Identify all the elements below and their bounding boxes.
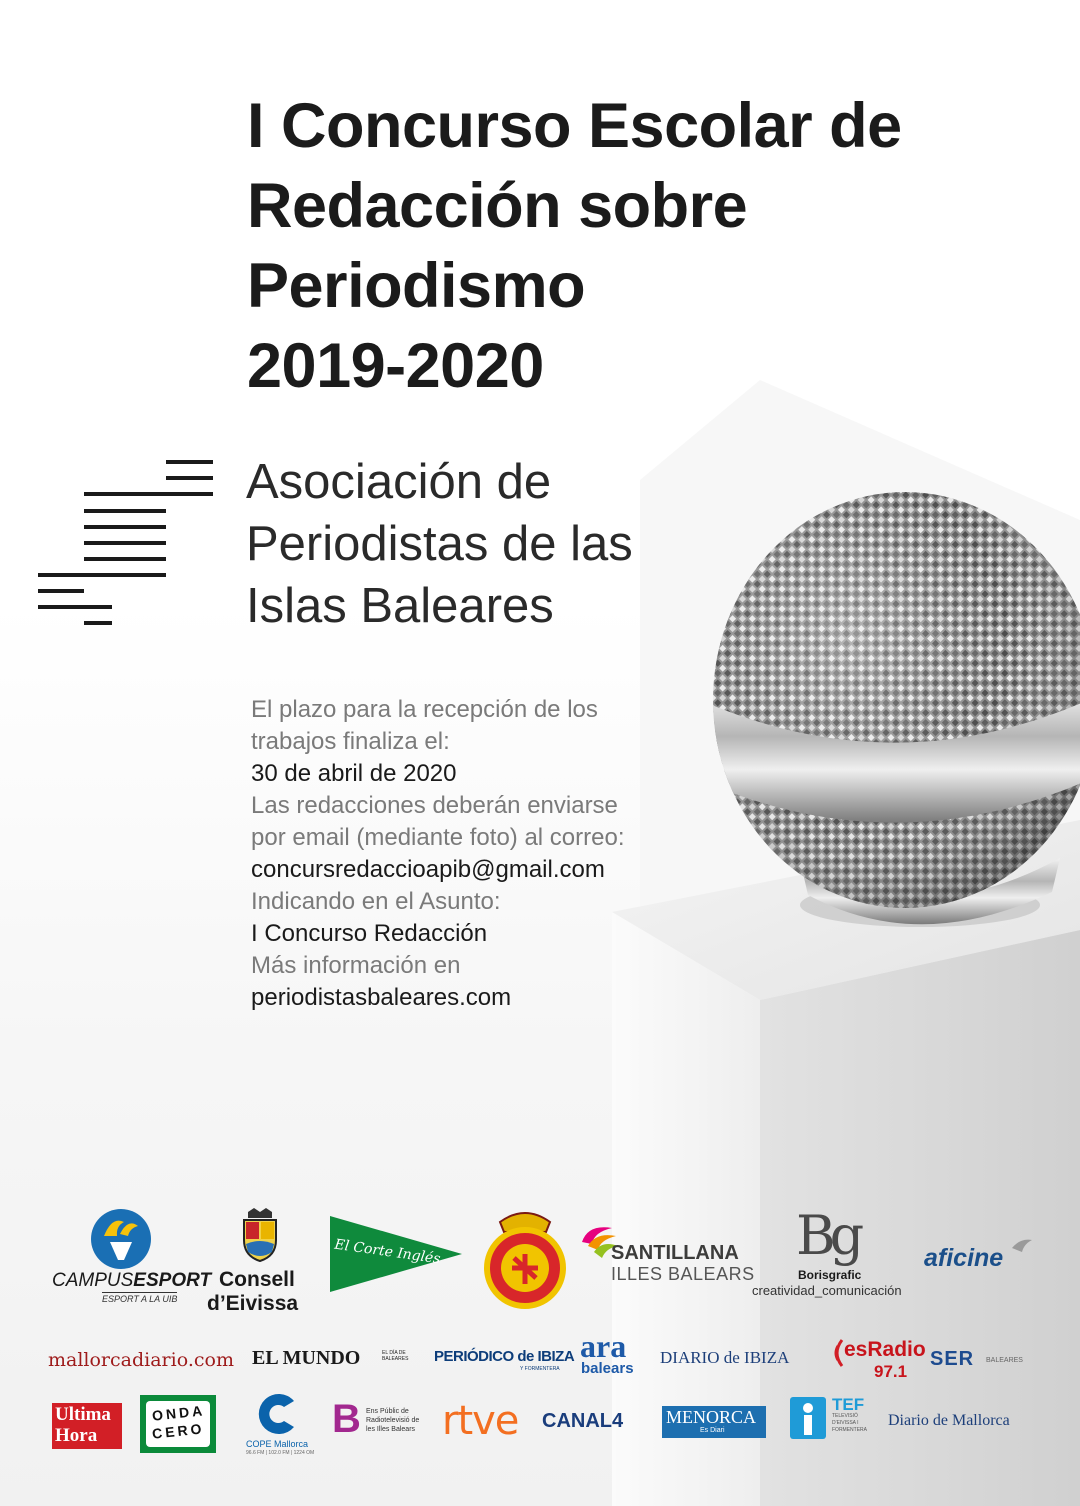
campus-name-bold: ESPORT bbox=[133, 1270, 212, 1291]
lines-logo-icon bbox=[30, 455, 220, 630]
ib3-text-1: Ens Públic de bbox=[366, 1408, 409, 1415]
ara-sub: balears bbox=[581, 1360, 634, 1377]
tef-sub-1: TELEVISIÓ bbox=[832, 1413, 858, 1419]
cope-mallorca-logo bbox=[240, 1391, 318, 1459]
info-line-4: Las redacciones deberán enviarse bbox=[251, 792, 618, 819]
santillana-logo bbox=[578, 1222, 755, 1286]
esradio-logo bbox=[830, 1334, 926, 1384]
santillana-line-2: ILLES BALEARS bbox=[611, 1264, 755, 1284]
ib3-text-2: Radiotelevisió de bbox=[366, 1417, 420, 1424]
borisgrafic-logo bbox=[752, 1204, 912, 1300]
contest-info bbox=[251, 694, 625, 1014]
info-line-9: Más información en bbox=[251, 952, 461, 979]
tef-sub-2: D'EIVISSA I bbox=[832, 1420, 859, 1426]
menorca-logo bbox=[662, 1406, 766, 1438]
rtve-logo: rtve bbox=[442, 1398, 519, 1444]
ib3-logo bbox=[332, 1397, 432, 1447]
association-line-1: Asociación de bbox=[246, 455, 552, 509]
info-line-2: trabajos finaliza el: bbox=[251, 728, 450, 755]
esradio-name: esRadio bbox=[844, 1338, 926, 1361]
radio-waves-icon bbox=[830, 1338, 844, 1368]
esradio-freq: 97.1 bbox=[874, 1362, 908, 1381]
onda-cero-logo bbox=[140, 1395, 216, 1453]
cope-name: COPE Mallorca bbox=[246, 1439, 309, 1449]
campus-sub: ESPORT A LA UIB bbox=[102, 1294, 178, 1304]
el-mundo-sub: EL DÍA DE BALEARES bbox=[382, 1350, 409, 1362]
consell-line-2: d’Eivissa bbox=[207, 1292, 299, 1315]
ib3-mark: B bbox=[332, 1397, 361, 1441]
tef-figure-icon bbox=[790, 1397, 826, 1439]
mallorcadiario-logo: mallorcadiario.com bbox=[48, 1349, 234, 1371]
ultima-hora-line-1: Ultima bbox=[55, 1404, 111, 1425]
onda-cero-line-2: CERO bbox=[151, 1420, 206, 1442]
canal4-logo: CANAL4 bbox=[542, 1410, 624, 1432]
email-subject: I Concurso Redacción bbox=[251, 920, 488, 947]
cope-c-icon bbox=[254, 1391, 300, 1437]
info-line-7: Indicando en el Asunto: bbox=[251, 888, 501, 915]
diario-mallorca-logo: Diario de Mallorca bbox=[888, 1412, 1010, 1429]
ultima-hora-line-2: Hora bbox=[55, 1425, 98, 1446]
ara-balears-logo bbox=[578, 1328, 648, 1380]
diario-ibiza-logo: DIARIO de IBIZA bbox=[660, 1348, 790, 1367]
deadline-date: 30 de abril de 2020 bbox=[251, 760, 457, 787]
santillana-line-1: SANTILLANA bbox=[611, 1242, 739, 1264]
onda-cero-line-1: ONDA bbox=[151, 1402, 206, 1424]
campus-name: CAMPUS bbox=[52, 1270, 134, 1291]
campus-torch-icon bbox=[90, 1208, 152, 1270]
ser-baleares-logo bbox=[930, 1348, 1030, 1372]
association-name bbox=[246, 451, 633, 637]
tef-sub-3: FORMENTERA bbox=[832, 1427, 867, 1433]
ser-name: SER bbox=[930, 1348, 975, 1370]
title-line-2: Redacción sobre bbox=[247, 171, 748, 241]
association-line-2: Periodistas de las bbox=[246, 517, 633, 571]
title-line-3: Periodismo bbox=[247, 251, 586, 321]
info-line-1: El plazo para la recepción de los bbox=[251, 696, 598, 723]
cope-sub: 96.6 FM | 102.0 FM | 1224 OM bbox=[246, 1450, 315, 1456]
periodico-ibiza-logo bbox=[434, 1346, 575, 1374]
tef-logo bbox=[790, 1397, 880, 1445]
title-line-1: I Concurso Escolar de bbox=[247, 91, 902, 161]
ara-name: ara bbox=[580, 1328, 627, 1364]
aficine-name: aficine bbox=[924, 1244, 1004, 1272]
contact-email: concursredaccioapib@gmail.com bbox=[251, 856, 605, 883]
borisgrafic-mark: Bg bbox=[796, 1204, 859, 1267]
el-mundo-name: EL MUNDO bbox=[252, 1347, 361, 1369]
el-mundo-logo bbox=[252, 1344, 412, 1374]
ib3-text-3: les Illes Balears bbox=[366, 1426, 416, 1433]
borisgrafic-name: Borisgrafic bbox=[798, 1268, 862, 1282]
consell-eivissa-logo bbox=[205, 1208, 315, 1316]
menorca-sub: Es Diari bbox=[700, 1427, 725, 1434]
campus-esport-logo bbox=[50, 1208, 212, 1308]
ultima-hora-logo bbox=[52, 1403, 122, 1449]
corte-ingles-name: El Corte Inglés bbox=[333, 1236, 442, 1268]
association-line-3: Islas Baleares bbox=[246, 579, 554, 633]
coat-of-arms-icon bbox=[240, 1208, 280, 1262]
menorca-name: MENORCA bbox=[666, 1407, 757, 1427]
info-line-5: por email (mediante foto) al correo: bbox=[251, 824, 625, 851]
tef-name: TEF bbox=[832, 1395, 865, 1414]
aficine-logo bbox=[920, 1238, 1036, 1278]
corte-ingles-logo bbox=[330, 1216, 462, 1292]
aficine-bird-icon bbox=[1012, 1238, 1032, 1252]
borisgrafic-sub: creatividad_comunicación bbox=[752, 1283, 902, 1298]
website: periodistasbaleares.com bbox=[251, 984, 512, 1011]
periodico-ibiza-name: PERIÓDICO de IBIZA bbox=[434, 1348, 575, 1365]
periodico-ibiza-sub: Y FORMENTERA bbox=[520, 1366, 560, 1372]
contest-title bbox=[247, 86, 902, 406]
ser-sub: BALEARES bbox=[986, 1357, 1023, 1364]
consell-line-1: Consell bbox=[219, 1268, 295, 1291]
title-line-4: 2019-2020 bbox=[247, 331, 544, 401]
rcd-mallorca-crest-icon bbox=[482, 1206, 568, 1310]
